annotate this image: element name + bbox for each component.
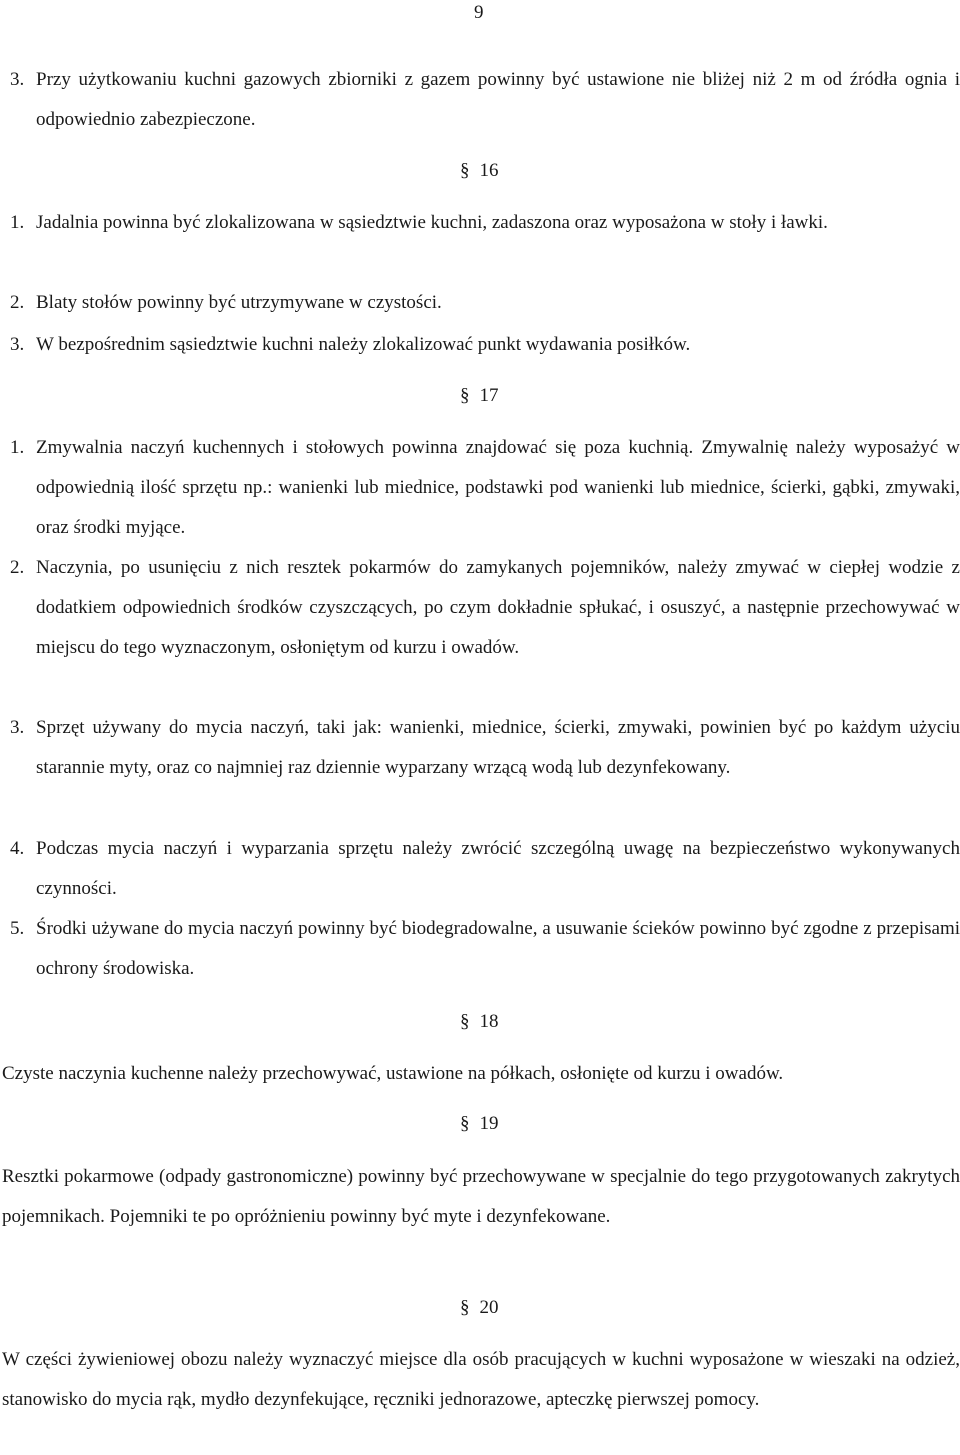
item-number: 2. — [10, 292, 25, 313]
section-heading-19 — [460, 1113, 499, 1135]
page-number: 9 — [474, 2, 484, 23]
section-heading-18 — [460, 1011, 499, 1033]
list-item — [10, 325, 960, 365]
section-number: 19 — [479, 1113, 499, 1134]
item-text: Podczas mycia naczyń i wyparzania sprzętu należy zwrócić szczególną uwagę na bezpieczeństwo wykonywanych czynności. — [36, 838, 960, 899]
section-number: 16 — [479, 160, 499, 181]
item-number: 5. — [10, 918, 25, 939]
item-number: 2. — [10, 557, 25, 578]
section-number: 17 — [479, 385, 499, 406]
section-sign: § — [460, 160, 470, 181]
item-text: Przy użytkowaniu kuchni gazowych zbiorniki z gazem powinny być ustawione nie bliżej niż 2 m od źródła ognia i odpowiednio zabezpieczone. — [36, 69, 960, 130]
section-heading-16 — [460, 160, 499, 182]
list-item — [10, 203, 960, 243]
item-number: 4. — [10, 838, 25, 859]
item-text: W bezpośrednim sąsiedztwie kuchni należy zlokalizować punkt wydawania posiłków. — [36, 334, 691, 355]
item-number: 3. — [10, 334, 25, 355]
item-text: Środki używane do mycia naczyń powinny być biodegradowalne, a usuwanie ścieków powinno być zgodne z przepisami ochrony środowiska. — [36, 918, 960, 979]
item-text: Naczynia, po usunięciu z nich resztek pokarmów do zamykanych pojemników, należy zmywać w ciepłej wodzie z dodatkiem odpowiednich środków czyszczących, po czym dokładnie spłukać, i osuszyć, a następnie przechowywać w miejscu do tego wyznaczonym, osłoniętym od kurzu i owadów. — [36, 557, 960, 658]
section-sign: § — [460, 1011, 470, 1032]
section-sign: § — [460, 1297, 470, 1318]
paragraph: Resztki pokarmowe (odpady gastronomiczne) powinny być przechowywane w specjalnie do tego przygotowanych zakrytych pojemnikach. Pojemniki te po opróżnieniu powinny być myte i dezynfekowane. — [2, 1166, 960, 1227]
section-heading-17 — [460, 385, 499, 407]
item-text: Zmywalnia naczyń kuchennych i stołowych powinna znajdować się poza kuchnią. Zmywalnię należy wyposażyć w odpowiednią ilość sprzętu np.: wanienki lub miednice, podstawki pod wanienki lub miednice, ścierki, gąbki, zmywaki, oraz środki myjące. — [36, 437, 960, 538]
section-sign: § — [460, 385, 470, 406]
item-number: 3. — [10, 69, 25, 90]
section-heading-20 — [460, 1297, 499, 1319]
list-item — [10, 708, 960, 788]
list-item — [10, 428, 960, 548]
list-item — [10, 548, 960, 668]
item-number: 1. — [10, 212, 25, 233]
section-number: 20 — [479, 1297, 499, 1318]
item-text: Jadalnia powinna być zlokalizowana w sąsiedztwie kuchni, zadaszona oraz wyposażona w stoły i ławki. — [36, 212, 828, 233]
paragraph: W części żywieniowej obozu należy wyznaczyć miejsce dla osób pracujących w kuchni wyposażone w wieszaki na odzież, stanowisko do mycia rąk, mydło dezynfekujące, ręczniki jednorazowe, apteczkę pierwszej pomocy. — [2, 1349, 960, 1410]
section-number: 18 — [479, 1011, 499, 1032]
item-text: Blaty stołów powinny być utrzymywane w czystości. — [36, 292, 442, 313]
item-number: 1. — [10, 437, 25, 458]
list-item — [10, 829, 960, 909]
list-item — [10, 909, 960, 989]
item-number: 3. — [10, 717, 25, 738]
section-sign: § — [460, 1113, 470, 1134]
list-item — [10, 60, 960, 140]
list-item — [10, 283, 960, 323]
item-text: Sprzęt używany do mycia naczyń, taki jak: wanienki, miednice, ścierki, zmywaki, powinien być po każdym użyciu starannie myty, oraz co najmniej raz dziennie wyparzany wrzącą wodą lub dezynfekowany. — [36, 717, 960, 778]
paragraph: Czyste naczynia kuchenne należy przechowywać, ustawione na półkach, osłonięte od kurzu i owadów. — [2, 1063, 784, 1084]
